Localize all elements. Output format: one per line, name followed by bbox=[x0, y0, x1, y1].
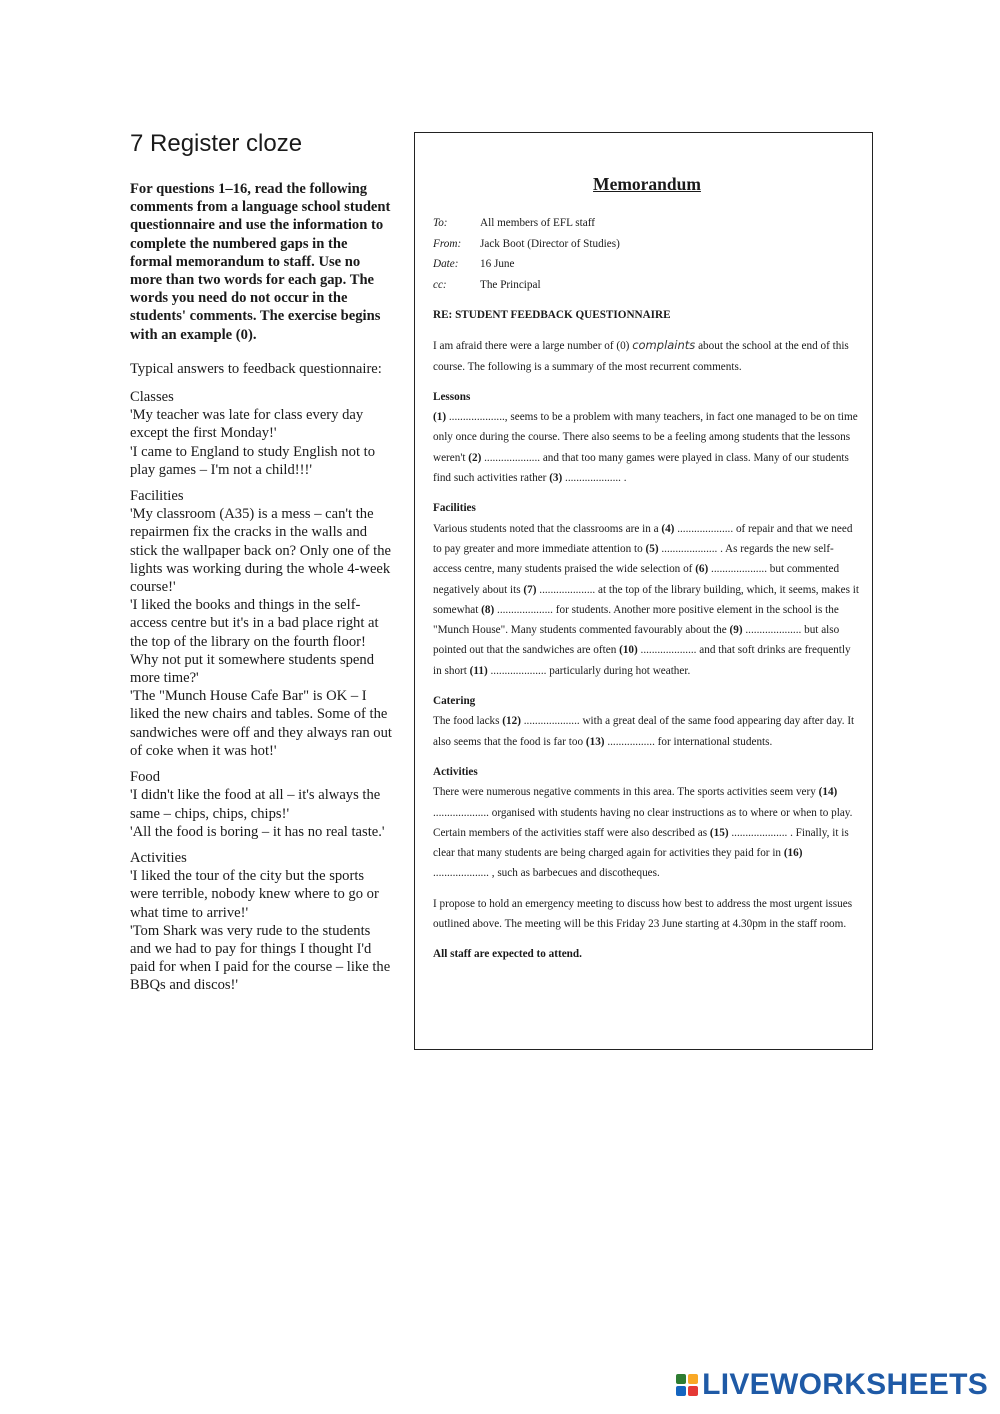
logo-square bbox=[676, 1374, 686, 1384]
student-quote: 'Tom Shark was very rude to the students and we had to pay for things I thought I'd paid for when I paid for the course – like the BBQs and discos!' bbox=[130, 922, 391, 994]
section-text: Various students noted that the classrooms are in a (4) .................... of repair and that we need to pay greater and more immediate attention to (5) .................... . As regards the new self-access centre, many students praised the wide selection of (6) .................... but commented negatively about its (7) .................... at the top of the library building, which, it seems, makes it somewhat (8) .................... for students. Another more positive element in the school is the "Munch House". Many students commented favourably about the (9) .................... but also pointed out that the sandwiches are often (10) .................... and that soft drinks are frequently in short (11) .................... particularly during hot weather. bbox=[433, 522, 859, 677]
memo-header-row bbox=[433, 275, 861, 296]
gap-10[interactable]: .................... bbox=[640, 644, 697, 657]
liveworksheets-logo bbox=[676, 1370, 988, 1400]
student-quote: 'My teacher was late for class every day except the first Monday!' bbox=[130, 407, 364, 442]
section-heading: Activities bbox=[433, 765, 478, 778]
example-answer: complaints bbox=[632, 338, 696, 353]
category-title: Facilities bbox=[130, 488, 184, 505]
category-classes bbox=[130, 388, 392, 479]
gap-15[interactable]: .................... bbox=[731, 826, 788, 839]
memo-header bbox=[433, 213, 861, 295]
header-value: 16 June bbox=[480, 258, 515, 270]
header-label: Date: bbox=[433, 258, 459, 270]
student-comments-column bbox=[130, 128, 392, 1003]
section-lessons bbox=[433, 387, 861, 488]
section-text: The food lacks (12) .................... with a great deal of the same food appearing day after day. It also seems that the food is far too (13) ................. for international students. bbox=[433, 715, 855, 748]
header-label: cc: bbox=[433, 278, 447, 291]
student-quote: 'I came to England to study English not to play games – I'm not a child!!!' bbox=[130, 443, 376, 478]
section-catering bbox=[433, 691, 861, 752]
section-title: 7 Register cloze bbox=[130, 130, 303, 157]
section-facilities bbox=[433, 498, 861, 681]
student-quote: 'I liked the tour of the city but the sports were terrible, nobody knew where to go or what time to arrive!' bbox=[130, 868, 379, 921]
gap-11[interactable]: .................... bbox=[490, 664, 547, 677]
header-label: From: bbox=[433, 237, 462, 250]
typical-answers-heading: Typical answers to feedback questionnaire: bbox=[130, 360, 382, 377]
logo-square bbox=[688, 1386, 698, 1396]
memorandum-box bbox=[414, 132, 873, 1050]
gap-5[interactable]: .................... bbox=[661, 542, 718, 555]
category-title: Food bbox=[130, 769, 161, 786]
memo-intro: I am afraid there were a large number of (0) complaints about the school at the end of this course. The following is a summary of the most recurrent comments. bbox=[433, 338, 849, 373]
memo-attend-note: All staff are expected to attend. bbox=[433, 948, 582, 961]
category-food bbox=[130, 768, 392, 841]
gap-13[interactable]: ................. bbox=[607, 735, 655, 748]
section-heading: Lessons bbox=[433, 390, 471, 403]
student-quote: 'My classroom (A35) is a mess – can't the repairmen fix the cracks in the walls and stick the wallpaper back on? Only one of the lights was working during the whole 4-week course!' bbox=[130, 506, 391, 596]
category-facilities bbox=[130, 487, 392, 760]
category-title: Classes bbox=[130, 389, 174, 406]
student-quote: 'All the food is boring – it has no real taste.' bbox=[130, 823, 385, 840]
header-value: Jack Boot (Director of Studies) bbox=[480, 237, 620, 250]
gap-7[interactable]: .................... bbox=[539, 583, 596, 596]
memo-header-row bbox=[433, 254, 861, 275]
memo-closing: I propose to hold an emergency meeting to discuss how best to address the most urgent issues outlined above. The meeting will be this Friday 23 June starting at 4.30pm in the staff room. bbox=[433, 897, 853, 931]
section-heading: Facilities bbox=[433, 502, 476, 515]
section-heading: Catering bbox=[433, 695, 476, 708]
memo-header-row bbox=[433, 213, 861, 234]
memo-title: Memorandum bbox=[593, 174, 701, 194]
memo-header-row bbox=[433, 234, 861, 255]
gap-6[interactable]: .................... bbox=[711, 563, 767, 576]
gap-8[interactable]: .................... bbox=[497, 603, 553, 616]
category-title: Activities bbox=[130, 849, 187, 866]
logo-square bbox=[676, 1386, 686, 1396]
memo-subject: RE: STUDENT FEEDBACK QUESTIONNAIRE bbox=[433, 309, 671, 321]
header-value: The Principal bbox=[480, 278, 541, 291]
instructions: For questions 1–16, read the following comments from a language school student questionnaire and use the information to complete the numbered gaps in the formal memorandum to staff. Use no more than two words for each gap. The words you need do not occur in the students' comments. The exercise begins with an example (0). bbox=[130, 181, 391, 343]
student-quote: 'I liked the books and things in the self-access centre but it's in a bad place right at the top of the library on the fourth floor! Why not put it somewhere students spend more time?' bbox=[130, 597, 379, 687]
header-label: To: bbox=[433, 217, 448, 229]
gap-9[interactable]: .................... bbox=[745, 624, 802, 637]
gap-1[interactable]: .................... bbox=[448, 411, 505, 424]
logo-text: LIVEWORKSHEETS bbox=[702, 1368, 988, 1401]
category-activities bbox=[130, 849, 392, 995]
logo-icon bbox=[676, 1374, 698, 1396]
gap-14[interactable]: .................... bbox=[433, 806, 489, 819]
header-value: All members of EFL staff bbox=[480, 217, 595, 229]
gap-3[interactable]: .................... bbox=[565, 472, 621, 485]
student-quote: 'I didn't like the food at all – it's always the same – chips, chips, chips!' bbox=[130, 787, 381, 822]
section-text: (1) ...................., seems to be a problem with many teachers, in fact one managed to be on time only once during the course. There also seems to be a feeling among students that the lessons weren't (2) .................... and that too many games were played in class. Many of our students find such activities rather (3) .................... . bbox=[433, 411, 858, 485]
section-text: There were numerous negative comments in this area. The sports activities seem very (14) .................... organised with students having no clear instructions as to where or when to play. Certain members of the activities staff were also described as (15) .................... . Finally, it is clear that many students are being charged again for activities they paid for in (16) .................... , such as barbecues and discotheques. bbox=[433, 786, 853, 880]
gap-16[interactable]: .................... bbox=[433, 867, 489, 880]
logo-square bbox=[688, 1374, 698, 1384]
gap-2[interactable]: .................... bbox=[484, 451, 541, 464]
student-quote: 'The "Munch House Cafe Bar" is OK – I liked the new chairs and tables. Some of the sandwiches were off and they always ran out of coke when it was hot!' bbox=[130, 688, 392, 759]
gap-4[interactable]: .................... bbox=[677, 522, 734, 535]
gap-12[interactable]: .................... bbox=[523, 715, 580, 728]
section-activities bbox=[433, 762, 861, 884]
